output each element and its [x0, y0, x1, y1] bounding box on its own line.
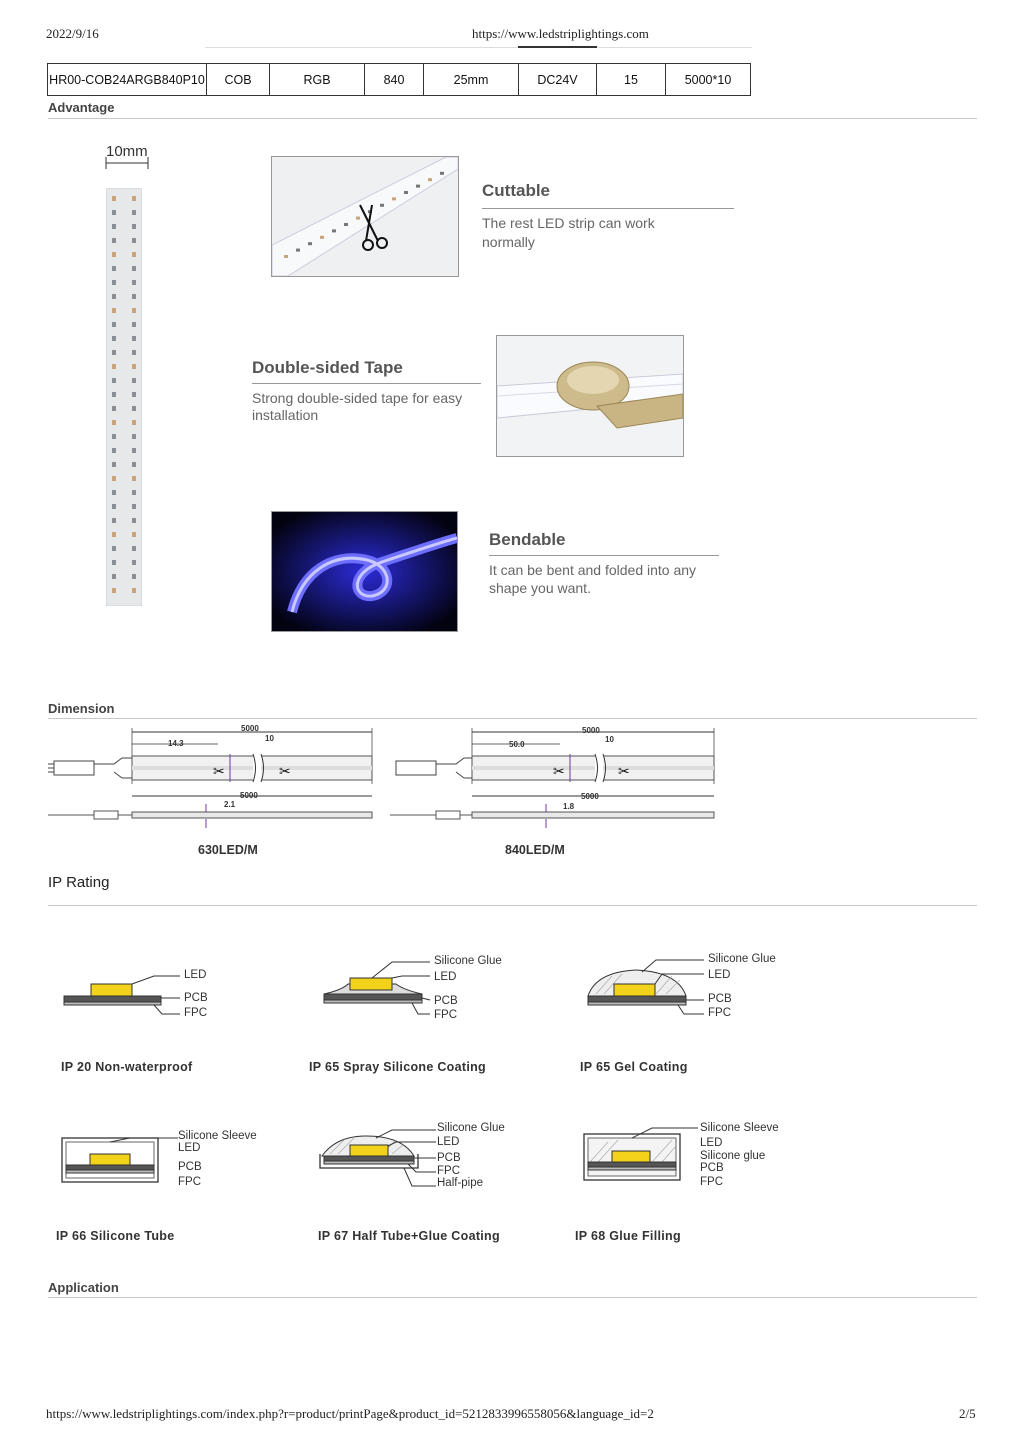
footer-url[interactable]: https://www.ledstriplightings.com/index.php?r=product/printPage&product_id=5212833996558056&language_id=2: [46, 1406, 654, 1421]
ip20-caption: IP 20 Non-waterproof: [61, 1060, 193, 1074]
scissors-icon: ✂: [279, 763, 291, 779]
feature-title-cuttable: Cuttable: [482, 181, 550, 200]
ip65g-label-led: LED: [708, 969, 731, 981]
table-fragment-cell: [518, 46, 597, 48]
scissors-icon: ✂: [213, 763, 225, 779]
ip68-label-glue: Silicone glue: [700, 1150, 766, 1162]
strip-width-text: 10mm: [106, 143, 148, 160]
dim-length-840: 5000: [582, 726, 600, 735]
print-date: 2022/9/16: [46, 26, 99, 41]
dim-length2-630: 5000: [240, 791, 258, 800]
cuttable-image: [271, 156, 459, 277]
feature-desc-bendable-2: shape you want.: [489, 580, 591, 596]
ip67-label-glue: Silicone Glue: [437, 1122, 505, 1134]
ip65-gel-caption: IP 65 Gel Coating: [580, 1060, 688, 1074]
ip68-label-sleeve: Silicone Sleeve: [700, 1122, 779, 1134]
dim-width-630: 10: [265, 734, 274, 743]
feature-desc-tape-1: Strong double-sided tape for easy: [252, 390, 463, 406]
page-number: 2/5: [959, 1406, 976, 1421]
ip66-label-pcb: PCB: [178, 1161, 202, 1173]
section-title-advantage: Advantage: [48, 100, 115, 115]
ip65g-label-fpc: FPC: [708, 1007, 731, 1019]
scissors-icon: ✂: [553, 763, 565, 779]
ip65s-label-glue: Silicone Glue: [434, 955, 502, 967]
section-title-ip-rating: IP Rating: [48, 874, 110, 891]
ip67-diagram: [316, 1124, 446, 1194]
spec-table: [47, 63, 751, 96]
ip68-label-led: LED: [700, 1137, 723, 1149]
spec-voltage: DC24V: [519, 64, 597, 96]
spec-length: 5000*10: [666, 64, 751, 96]
section-divider: [48, 718, 977, 719]
feature-divider: [252, 383, 481, 384]
caption-630: 630LED/M: [198, 843, 258, 857]
ip68-caption: IP 68 Glue Filling: [575, 1229, 681, 1243]
dim-thickness-630: 2.1: [224, 800, 236, 809]
scissors-icon: ✂: [618, 763, 630, 779]
ip66-label-sleeve: Silicone Sleeve: [178, 1130, 257, 1142]
spec-led-count: 840: [365, 64, 424, 96]
table-row: [48, 64, 751, 96]
ip67-label-fpc: FPC: [437, 1165, 460, 1177]
spec-power: 15: [597, 64, 666, 96]
section-title-dimension: Dimension: [48, 701, 115, 716]
ip20-label-fpc: FPC: [184, 1007, 207, 1019]
feature-desc-bendable-1: It can be bent and folded into any: [489, 562, 697, 578]
bendable-image: [271, 511, 458, 632]
ip65s-label-pcb: PCB: [434, 995, 458, 1007]
section-divider: [48, 1297, 977, 1298]
section-title-application: Application: [48, 1280, 119, 1295]
feature-desc-cuttable-1: The rest LED strip can work: [482, 215, 655, 231]
dim-width-840: 10: [605, 735, 614, 744]
ip65s-label-fpc: FPC: [434, 1009, 457, 1021]
header-url[interactable]: https://www.ledstriplightings.com: [472, 26, 649, 41]
ip66-diagram: [60, 1130, 180, 1190]
ip67-caption: IP 67 Half Tube+Glue Coating: [318, 1229, 500, 1243]
section-divider: [48, 118, 977, 119]
dim-length-630: 5000: [241, 724, 259, 733]
dim-pitch-630: 14.3: [168, 739, 184, 748]
caption-840: 840LED/M: [505, 843, 565, 857]
ip66-label-fpc: FPC: [178, 1176, 201, 1188]
ip65-spray-caption: IP 65 Spray Silicone Coating: [309, 1060, 486, 1074]
feature-divider: [482, 208, 734, 209]
feature-desc-cuttable-2: normally: [482, 234, 535, 250]
ip65g-label-pcb: PCB: [708, 993, 732, 1005]
led-strip-image: [106, 188, 142, 606]
ip65g-label-glue: Silicone Glue: [708, 953, 776, 965]
ip65s-label-led: LED: [434, 971, 457, 983]
ip67-label-halfpipe: Half-pipe: [437, 1177, 484, 1189]
ip67-label-pcb: PCB: [437, 1152, 461, 1164]
ip68-label-pcb: PCB: [700, 1162, 724, 1174]
feature-desc-tape-2: installation: [252, 407, 319, 423]
table-top-fragment: [205, 47, 752, 48]
ip20-label-pcb: PCB: [184, 992, 208, 1004]
ip67-label-led: LED: [437, 1136, 460, 1148]
dim-length2-840: 5000: [581, 792, 599, 801]
spec-color: RGB: [270, 64, 365, 96]
dim-pitch-840: 50.0: [509, 740, 525, 749]
feature-divider: [489, 555, 719, 556]
ip68-label-fpc: FPC: [700, 1176, 723, 1188]
ip66-caption: IP 66 Silicone Tube: [56, 1229, 175, 1243]
ip68-diagram: [582, 1124, 712, 1194]
tape-image: [496, 335, 684, 457]
spec-cut: 25mm: [424, 64, 519, 96]
feature-title-tape: Double-sided Tape: [252, 358, 403, 377]
ip66-label-led: LED: [178, 1142, 201, 1154]
ip20-label-led: LED: [184, 969, 207, 981]
spec-model: HR00-COB24ARGB840P10: [48, 64, 207, 96]
feature-title-bendable: Bendable: [489, 530, 566, 549]
dim-thickness-840: 1.8: [563, 802, 575, 811]
spec-type: COB: [207, 64, 270, 96]
section-divider: [48, 905, 977, 906]
